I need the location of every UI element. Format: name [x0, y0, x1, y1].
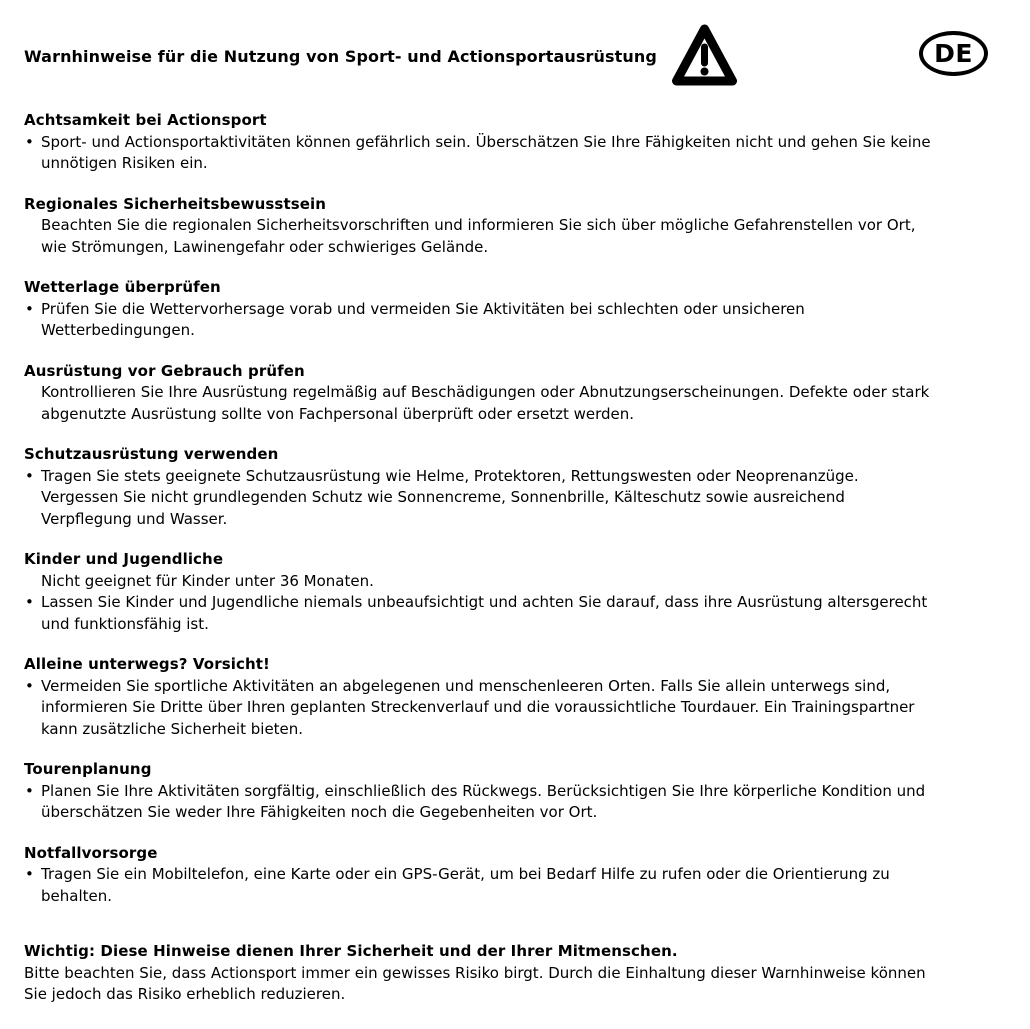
list-item-text: Planen Sie Ihre Aktivitäten sorgfältig, einschließlich des Rückwegs. Berücksichtigen Sie Ihre körperliche Kondition und überschätzen Sie weder Ihre Fähigkeiten noch die Gegebenheiten vor Ort. [41, 781, 926, 821]
bullet-icon: • [25, 865, 34, 883]
page-title: Warnhinweise für die Nutzung von Sport- und Actionsportausrüstung [24, 47, 657, 66]
section-heading: Achtsamkeit bei Actionsport [24, 111, 267, 129]
document-footer [24, 941, 931, 1006]
list-item [24, 592, 931, 635]
footer-text: Bitte beachten Sie, dass Actionsport immer ein gewisses Risiko birgt. Durch die Einhaltung dieser Warnhinweise können Sie jedoch das Risiko erheblich reduzieren. [24, 963, 926, 1003]
section-schutzausruestung [24, 444, 931, 530]
section-achtsamkeit [24, 110, 931, 175]
section-heading: Regionales Sicherheitsbewusstsein [24, 194, 327, 213]
section-heading: Alleine unterwegs? Vorsicht! [24, 655, 270, 673]
section-regionales [24, 194, 931, 259]
list-item [24, 132, 931, 175]
section-heading: Ausrüstung vor Gebrauch prüfen [24, 361, 305, 380]
section-heading: Kinder und Jugendliche [24, 550, 224, 568]
section-ausruestung [24, 361, 931, 426]
bullet-icon: • [25, 593, 34, 611]
bullet-icon: • [25, 781, 34, 800]
list-item [24, 781, 931, 824]
bullet-icon: • [25, 466, 34, 485]
section-heading: Schutzausrüstung verwenden [24, 445, 279, 463]
section-heading: Notfallvorsorge [24, 843, 158, 862]
list-item-text: Vermeiden Sie sportliche Aktivitäten an abgelegenen und menschenleeren Orten. Falls Sie allein unterwegs sind, informieren Sie Dritte über Ihren geplanten Streckenverlauf und die voraussichtliche Tourdauer. Ein Trainingspartner kann zusätzliche Sicherheit bieten. [41, 676, 915, 738]
section-notfallvorsorge [24, 843, 931, 908]
language-badge: DE [919, 31, 988, 76]
section-heading: Wetterlage überprüfen [24, 278, 221, 296]
list-item [24, 215, 931, 258]
list-item [24, 382, 931, 425]
warning-sections [24, 110, 931, 907]
list-item-text: Lassen Sie Kinder und Jugendliche niemals unbeaufsichtigt und achten Sie darauf, dass ihre Ausrüstung altersgerecht und funktionsfähig ist. [41, 593, 928, 633]
list-item-text: Sport- und Actionsportaktivitäten können gefährlich sein. Überschätzen Sie Ihre Fähigkeiten nicht und gehen Sie keine unnötigen Risiken ein. [41, 132, 931, 172]
list-item [24, 571, 931, 593]
bullet-icon: • [25, 132, 34, 151]
section-heading: Tourenplanung [24, 760, 152, 778]
bullet-icon: • [25, 299, 34, 318]
warning-triangle-icon [671, 23, 738, 91]
list-item-text: Prüfen Sie die Wettervorhersage vorab und vermeiden Sie Aktivitäten bei schlechten oder unsicheren Wetterbedingungen. [41, 299, 805, 339]
list-item-text: Tragen Sie ein Mobiltelefon, eine Karte oder ein GPS-Gerät, um bei Bedarf Hilfe zu rufen oder die Orientierung zu behalten. [41, 865, 890, 905]
list-item [24, 864, 931, 907]
list-item-text: Kontrollieren Sie Ihre Ausrüstung regelmäßig auf Beschädigungen oder Abnutzungserscheinungen. Defekte oder stark abgenutzte Ausrüstung sollte von Fachpersonal überprüft oder ersetzt werden. [41, 383, 930, 423]
list-item [24, 466, 931, 531]
section-kinder [24, 549, 931, 635]
section-wetterlage [24, 277, 931, 342]
list-item-text: Tragen Sie stets geeignete Schutzausrüstung wie Helme, Protektoren, Rettungswesten oder Neoprenanzüge. Vergessen Sie nicht grundlegenden Schutz wie Sonnencreme, Sonnenbrille, Kälteschutz sowie ausreichend Verpflegung und Wasser. [41, 466, 859, 528]
list-item [24, 299, 931, 342]
bullet-icon: • [25, 676, 34, 695]
list-item-text: Beachten Sie die regionalen Sicherheitsvorschriften und informieren Sie sich über mögliche Gefahrenstellen vor Ort, wie Strömungen, Lawinengefahr oder schwieriges Gelände. [41, 216, 916, 256]
document-header [24, 23, 1006, 91]
footer-important-line: Wichtig: Diese Hinweise dienen Ihrer Sicherheit und der Ihrer Mitmenschen. [24, 942, 678, 960]
list-item [24, 676, 931, 741]
list-item-text: Nicht geeignet für Kinder unter 36 Monaten. [41, 571, 374, 590]
section-tourenplanung [24, 759, 931, 824]
section-alleine [24, 654, 931, 740]
